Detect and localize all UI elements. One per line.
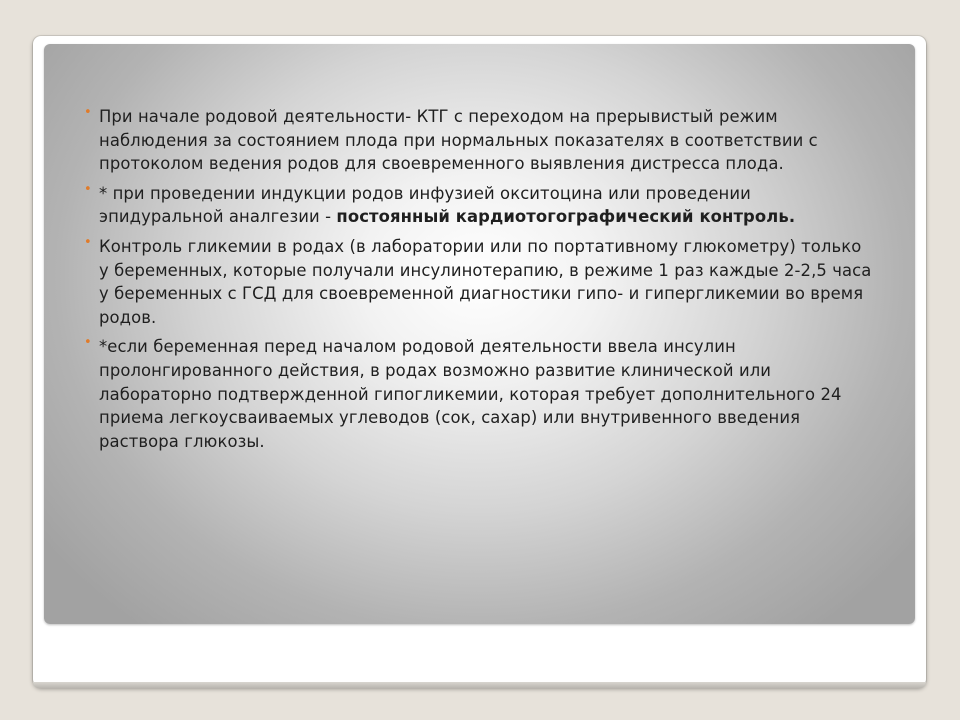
bullet-icon: • bbox=[84, 335, 92, 351]
bullet-text-regular: * при проведении индукции родов инфузией окситоцина или проведении эпидуральной аналгезии - bbox=[99, 183, 751, 227]
bullet-icon: • bbox=[84, 234, 92, 250]
bullet-item bbox=[83, 235, 873, 329]
bullet-icon: • bbox=[84, 105, 92, 120]
bullet-text: *если беременная перед началом родовой деятельности ввела инсулин пролонгированного действия, в родах возможно развитие клинической или лабораторно подтвержденной гипогликемии, которая требует дополнительного 24 приема легкоусваиваемых углеводов (сок, сахар) или внутривенного введения раствора глюкозы. bbox=[99, 337, 842, 451]
bullet-text-bold: постоянный кардиотогографический контроль. bbox=[336, 207, 796, 227]
slide-bottom-edge bbox=[33, 682, 926, 688]
bullet-list bbox=[83, 105, 873, 459]
bullet-item bbox=[83, 182, 873, 229]
bullet-icon: • bbox=[84, 181, 92, 197]
bullet-item bbox=[83, 105, 873, 176]
bullet-text bbox=[99, 184, 795, 227]
bullet-item bbox=[83, 335, 873, 453]
bullet-text: При начале родовой деятельности- КТГ с переходом на прерывистый режим наблюдения за состоянием плода при нормальных показателях в соответствии с протоколом ведения родов для своевременного выявления дистресса плода. bbox=[99, 107, 818, 174]
bullet-text: Контроль гликемии в родах (в лаборатории или по портативному глюкометру) только у беременных, которые получали инсулинотерапию, в режиме 1 раз каждые 2-2,5 часа у беременных с ГСД для своевременной диагностики гипо- и гипергликемии во время родов. bbox=[99, 236, 872, 327]
